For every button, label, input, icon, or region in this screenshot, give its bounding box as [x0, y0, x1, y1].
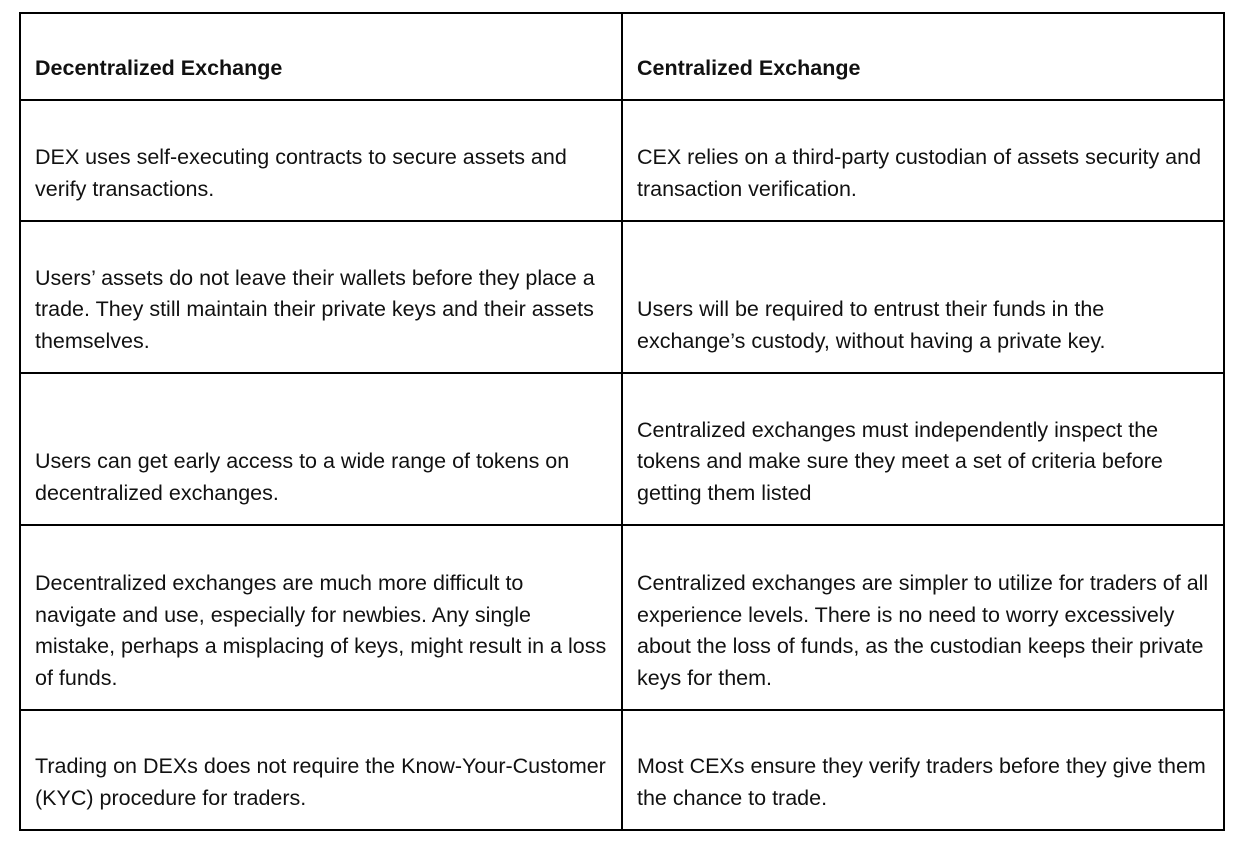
- cex-cell: Centralized exchanges are simpler to utilize for traders of all experience levels. There is no need to worry excessively about the loss of funds, as the custodian keeps their private keys for them.: [622, 525, 1224, 710]
- dex-cell: Decentralized exchanges are much more difficult to navigate and use, especially for newbies. Any single mistake, perhaps a misplacing of keys, might result in a loss of funds.: [20, 525, 622, 710]
- table-header-row: [20, 13, 1224, 100]
- table-row: [20, 221, 1224, 373]
- table-row: [20, 710, 1224, 830]
- comparison-table: [19, 12, 1225, 831]
- cex-cell: Most CEXs ensure they verify traders before they give them the chance to trade.: [622, 710, 1224, 830]
- dex-cell: Users can get early access to a wide range of tokens on decentralized exchanges.: [20, 373, 622, 525]
- table-row: [20, 100, 1224, 221]
- dex-cell: Trading on DEXs does not require the Know-Your-Customer (KYC) procedure for traders.: [20, 710, 622, 830]
- cex-cell: Users will be required to entrust their funds in the exchange’s custody, without having a private key.: [622, 221, 1224, 373]
- header-centralized-exchange: Centralized Exchange: [622, 13, 1224, 100]
- dex-cell: DEX uses self-executing contracts to secure assets and verify transactions.: [20, 100, 622, 221]
- header-decentralized-exchange: Decentralized Exchange: [20, 13, 622, 100]
- cex-cell: Centralized exchanges must independently inspect the tokens and make sure they meet a set of criteria before getting them listed: [622, 373, 1224, 525]
- cex-cell: CEX relies on a third-party custodian of assets security and transaction verification.: [622, 100, 1224, 221]
- table-row: [20, 373, 1224, 525]
- table-row: [20, 525, 1224, 710]
- dex-cell: Users’ assets do not leave their wallets before they place a trade. They still maintain their private keys and their assets themselves.: [20, 221, 622, 373]
